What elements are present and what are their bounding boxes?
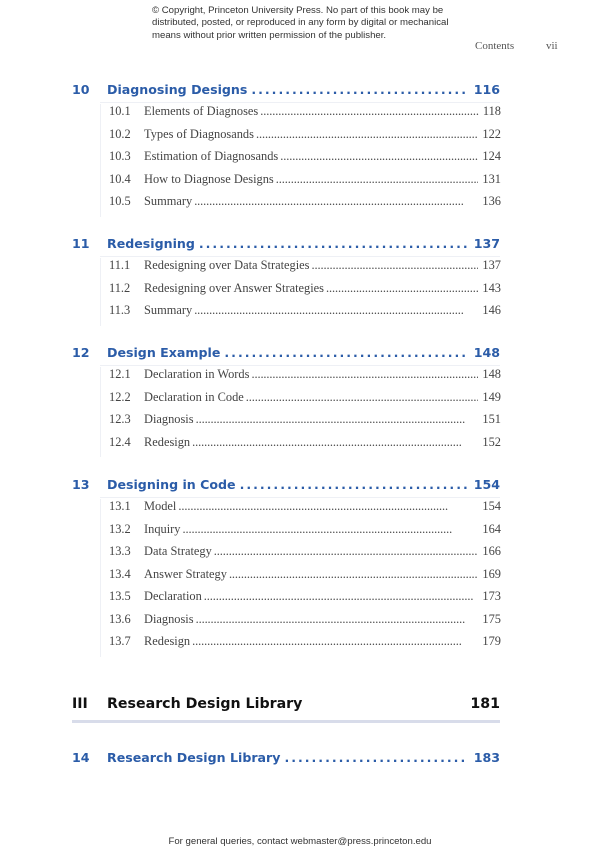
- part-title: Research Design Library: [107, 696, 303, 712]
- section-page: 148: [482, 367, 501, 381]
- section-title: Inquiry: [144, 521, 181, 536]
- dot-leader: [192, 634, 478, 649]
- section-list: [100, 367, 501, 457]
- chapter-number: 14: [72, 750, 90, 765]
- chapter-rule: [100, 102, 500, 103]
- section-number: 10.5: [109, 194, 131, 208]
- section-page: 149: [482, 389, 501, 404]
- dot-leader: [194, 303, 478, 318]
- section-title: Answer Strategy: [144, 566, 227, 581]
- section-page: 118: [482, 104, 501, 118]
- section-number: 10.2: [109, 126, 131, 141]
- chapter-rule: [100, 365, 500, 366]
- section-number: 13.4: [109, 566, 131, 581]
- section-title: Diagnosis: [144, 611, 194, 626]
- section-title: Estimation of Diagnosands: [144, 149, 279, 163]
- section-title: Redesigning over Data Strategies: [144, 258, 310, 272]
- part-number: III: [72, 696, 88, 712]
- section-entry[interactable]: [101, 149, 501, 172]
- chapter-entry[interactable]: [72, 236, 500, 251]
- section-number: 12.1: [109, 367, 131, 381]
- section-entry[interactable]: [101, 390, 501, 413]
- dot-leader: [256, 127, 478, 142]
- dot-leader: [224, 345, 467, 360]
- section-number: 11.1: [109, 258, 131, 272]
- section-page: 169: [482, 566, 501, 581]
- dot-leader: [196, 412, 479, 427]
- section-entry[interactable]: [101, 367, 501, 390]
- section-entry[interactable]: [101, 127, 501, 150]
- section-page: 173: [482, 589, 501, 603]
- section-title: Summary: [144, 194, 193, 208]
- section-title: Declaration: [144, 589, 202, 603]
- section-number: 12.2: [109, 389, 131, 404]
- section-number: 10.3: [109, 149, 131, 163]
- chapter-page: 137: [473, 236, 500, 251]
- chapter-page: 154: [473, 477, 500, 492]
- section-number: 11.3: [109, 303, 131, 317]
- section-page: 122: [482, 126, 501, 141]
- chapter-entry[interactable]: [72, 345, 500, 360]
- section-list: [100, 499, 501, 657]
- chapter-number: 12: [72, 345, 90, 360]
- section-title: Redesigning over Answer Strategies: [144, 280, 324, 295]
- section-page: 146: [482, 303, 501, 317]
- chapter-title: Designing in Code: [107, 477, 236, 492]
- chapter-rule: [100, 256, 500, 257]
- section-entry[interactable]: [101, 544, 501, 567]
- section-number: 11.2: [109, 280, 131, 295]
- section-title: Redesign: [144, 434, 191, 449]
- section-entry[interactable]: [101, 104, 501, 127]
- section-entry[interactable]: [101, 634, 501, 657]
- chapter-number: 11: [72, 236, 90, 251]
- section-title: Elements of Diagnoses: [144, 104, 259, 118]
- dot-leader: [192, 435, 478, 450]
- chapter-entry[interactable]: [72, 82, 500, 97]
- section-title: Data Strategy: [144, 544, 212, 558]
- part-heading[interactable]: [72, 696, 500, 712]
- section-title: Redesign: [144, 634, 191, 648]
- section-page: 143: [482, 280, 501, 295]
- section-number: 10.1: [109, 104, 131, 118]
- section-entry[interactable]: [101, 522, 501, 545]
- dot-leader: [182, 522, 478, 537]
- section-entry[interactable]: [101, 589, 501, 612]
- dot-leader: [194, 194, 478, 209]
- section-number: 13.2: [109, 521, 131, 536]
- section-page: 179: [482, 634, 501, 648]
- section-number: 12.3: [109, 412, 131, 426]
- section-entry[interactable]: [101, 435, 501, 458]
- footer-contact: For general queries, contact webmaster@press.princeton.edu: [168, 836, 432, 847]
- chapter-entry[interactable]: [72, 477, 500, 492]
- dot-leader: [204, 589, 479, 604]
- section-entry[interactable]: [101, 258, 501, 281]
- section-list: [100, 258, 501, 326]
- section-entry[interactable]: [101, 172, 501, 195]
- chapter-rule: [100, 497, 500, 498]
- section-page: 154: [482, 499, 501, 513]
- section-entry[interactable]: [101, 194, 501, 217]
- chapter-number: 13: [72, 477, 90, 492]
- section-number: 13.5: [109, 589, 131, 603]
- section-title: Types of Diagnosands: [144, 126, 254, 141]
- part-page: 181: [470, 696, 500, 712]
- chapter-number: 10: [72, 82, 90, 97]
- section-title: Declaration in Words: [144, 367, 250, 381]
- chapter-title: Redesigning: [107, 236, 195, 251]
- chapter-title: Diagnosing Designs: [107, 82, 248, 97]
- running-head-title: Contents: [475, 40, 515, 52]
- section-number: 13.7: [109, 634, 131, 648]
- section-page: 175: [482, 611, 501, 626]
- dot-leader: [199, 236, 468, 251]
- section-page: 137: [482, 258, 501, 272]
- section-title: How to Diagnose Designs: [144, 171, 274, 186]
- section-entry[interactable]: [101, 499, 501, 522]
- section-page: 166: [482, 544, 501, 558]
- section-number: 12.4: [109, 434, 131, 449]
- section-title: Summary: [144, 303, 193, 317]
- section-entry[interactable]: [101, 567, 501, 590]
- dot-leader: [251, 367, 478, 382]
- dot-leader: [240, 477, 468, 492]
- section-number: 13.3: [109, 544, 131, 558]
- dot-leader: [178, 499, 478, 514]
- section-number: 13.6: [109, 611, 131, 626]
- dot-leader: [196, 612, 479, 627]
- dot-leader: [260, 104, 479, 119]
- dot-leader: [280, 149, 478, 164]
- dot-leader: [326, 281, 478, 296]
- section-page: 152: [482, 434, 501, 449]
- chapter-entry[interactable]: [72, 750, 500, 765]
- section-entry[interactable]: [101, 412, 501, 435]
- chapter-title: Research Design Library: [107, 750, 281, 765]
- dot-leader: [312, 258, 479, 273]
- section-page: 131: [482, 171, 501, 186]
- section-title: Model: [144, 499, 177, 513]
- section-list: [100, 104, 501, 217]
- section-page: 124: [482, 149, 501, 163]
- chapter-page: 183: [473, 750, 500, 765]
- chapter-page: 116: [473, 82, 500, 97]
- copyright-notice: © Copyright, Princeton University Press. No part of this book may be distributed, posted, or reproduced in any form by digital or mechanical means without prior written permission of the publisher.: [152, 5, 449, 41]
- section-entry[interactable]: [101, 281, 501, 304]
- section-page: 151: [482, 412, 501, 426]
- section-entry[interactable]: [101, 612, 501, 635]
- chapter-title: Design Example: [107, 345, 221, 360]
- dot-leader: [284, 750, 467, 765]
- section-number: 13.1: [109, 499, 131, 513]
- chapter-page: 148: [473, 345, 500, 360]
- section-page: 164: [482, 521, 501, 536]
- section-entry[interactable]: [101, 303, 501, 326]
- dot-leader: [246, 390, 479, 405]
- section-number: 10.4: [109, 171, 131, 186]
- section-title: Declaration in Code: [144, 389, 244, 404]
- section-page: 136: [482, 194, 501, 208]
- dot-leader: [276, 172, 479, 187]
- dot-leader: [214, 544, 479, 559]
- part-divider: [72, 720, 500, 723]
- running-head-page: vii: [546, 40, 558, 52]
- section-title: Diagnosis: [144, 412, 194, 426]
- dot-leader: [229, 567, 478, 582]
- dot-leader: [251, 82, 467, 97]
